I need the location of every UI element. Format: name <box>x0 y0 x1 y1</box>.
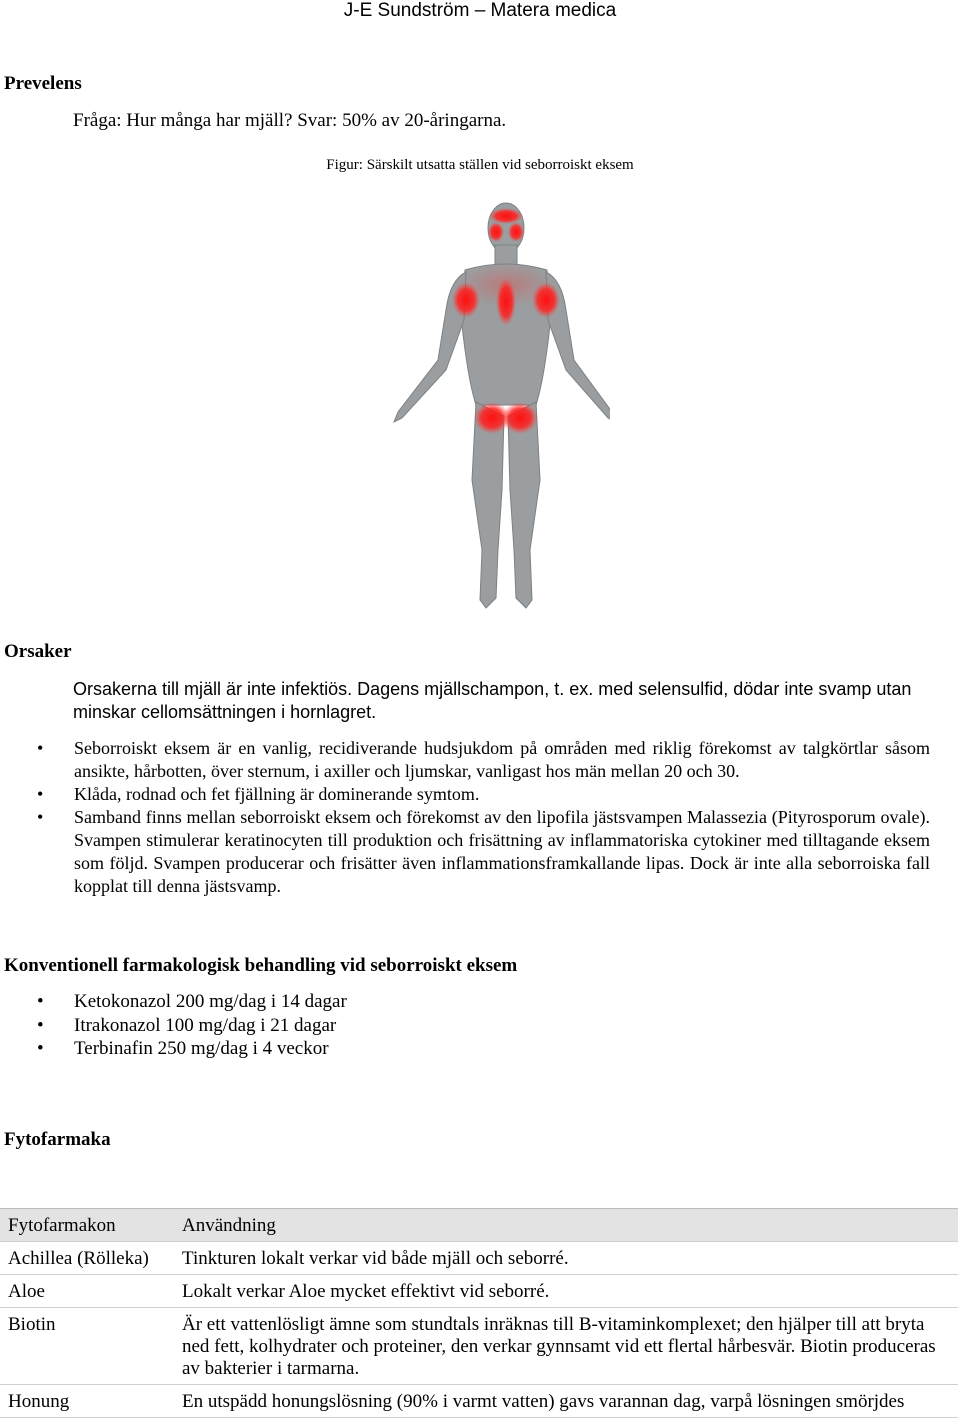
table-row <box>0 1275 958 1308</box>
page-header: J-E Sundström – Matera medica <box>343 0 617 21</box>
list-item: • Klåda, rodnad och fet fjällning är dominerande symtom. <box>37 784 480 804</box>
table-cell: Biotin <box>0 1308 174 1385</box>
orsaker-bullet-list <box>0 737 960 898</box>
bullet-icon: • <box>37 991 44 1012</box>
bullet-icon: • <box>37 738 44 758</box>
bullet-icon: • <box>37 807 44 827</box>
list-item: • Samband finns mellan seborroiskt eksem och förekomst av den lipofila jästsvampen Malassezia (Pityrosporum ovale). Svampen stimulerar keratinocyten till produktion och frisättning av inflammatoriska cytokiner med tilltagande eksem som följd. Svampen producerar och frisätter även inflammationsframkallande lipas. Dock är inte alla seborroiska fall kopplat till denna jästsvamp. <box>37 807 930 896</box>
orsaker-intro <box>73 678 933 724</box>
table-cell: Är ett vattenlösligt ämne som stundtals inräknas till B-vitaminkomplexet; den hjälper till att bryta ned fett, kolhydrater och proteiner, den verkar gynnsamt vid ett flertal hårbesvär. Biotin produceras av bakterier i tarmarna. <box>174 1308 958 1385</box>
table-cell: Lokalt verkar Aloe mycket effektivt vid seborré. <box>174 1275 958 1308</box>
list-item: • Ketokonazol 200 mg/dag i 14 dagar <box>37 991 347 1012</box>
list-item: • Seborroiskt eksem är en vanlig, recidiverande hudsjukdom på områden med riklig förekomst av talgkörtlar såsom ansikte, hårbotten, över sternum, i axiller och ljumskar, vanligast hos män mellan 20 och 30. <box>37 738 930 781</box>
list-item: • Terbinafin 250 mg/dag i 4 veckor <box>37 1038 329 1059</box>
table-row <box>0 1385 958 1418</box>
table-header-cell: Användning <box>174 1209 958 1242</box>
body-figure-image <box>350 190 610 620</box>
table-header-row <box>0 1209 958 1242</box>
heading-orsaker: Orsaker <box>4 641 72 662</box>
orsaker-intro-line1: Orsakerna till mjäll är inte infektiös. Dagens mjällschampon, t. ex. med selensulfid, dödar inte svamp utan <box>73 679 912 699</box>
table-cell: Tinkturen lokalt verkar vid både mjäll och seborré. <box>174 1242 958 1275</box>
bullet-icon: • <box>37 784 44 804</box>
table-row <box>0 1308 958 1385</box>
orsaker-intro-line2: minskar cellomsättningen i hornlagret. <box>73 702 377 722</box>
bullet-icon: • <box>37 1038 44 1059</box>
table-row <box>0 1242 958 1275</box>
heading-fytofarmaka: Fytofarmaka <box>4 1129 111 1150</box>
table-cell: En utspädd honungslösning (90% i varmt vatten) gavs varannan dag, varpå lösningen smörjdes <box>174 1385 958 1418</box>
heading-konventionell: Konventionell farmakologisk behandling vid seborroiskt eksem <box>4 955 518 976</box>
heading-prevalens: Prevelens <box>4 73 82 94</box>
konventionell-list <box>0 990 960 1061</box>
list-item: • Itrakonazol 100 mg/dag i 21 dagar <box>37 1014 337 1036</box>
figure-caption: Figur: Särskilt utsatta ställen vid seborroiskt eksem <box>326 157 634 173</box>
table-header-cell: Fytofarmakon <box>0 1209 174 1242</box>
fytofarmaka-table <box>0 1208 958 1418</box>
bullet-icon: • <box>37 1014 44 1036</box>
table-cell: Achillea (Rölleka) <box>0 1242 174 1275</box>
table-cell: Honung <box>0 1385 174 1418</box>
table-cell: Aloe <box>0 1275 174 1308</box>
prevalens-text: Fråga: Hur många har mjäll? Svar: 50% av 20-åringarna. <box>73 110 507 131</box>
